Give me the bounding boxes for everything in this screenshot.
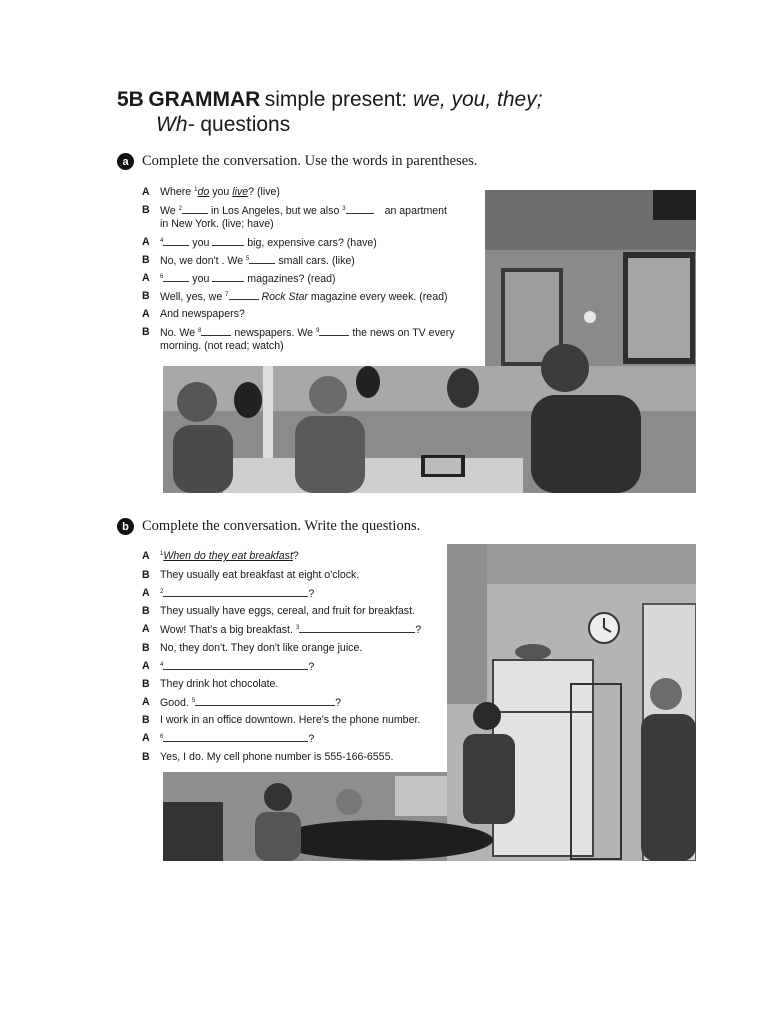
- exercise-b-dialogue: [142, 550, 444, 772]
- answer-blank[interactable]: [249, 254, 275, 264]
- line-a-6: B Well, yes, we $^7$ Rock Star magazine every week. (read): [142, 290, 448, 303]
- line-a-2: B We $^2$ in Los Angeles, but we also $^3$ an apartment: [142, 204, 447, 217]
- answer-blank[interactable]: [163, 272, 189, 282]
- answer-blank[interactable]: [212, 236, 244, 246]
- line-b-6: B No, they don't. They don't like orange juice.: [142, 642, 363, 654]
- line-b-10: B I work in an office downtown. Here's the phone number.: [142, 714, 421, 726]
- line-a-4: B No, we don't . We $^5$ small cars. (like): [142, 254, 355, 267]
- example-answer: When do they eat breakfast: [163, 550, 293, 562]
- exercise-b-instruction: Complete the conversation. Write the questions.: [142, 518, 421, 534]
- answer-blank[interactable]: [299, 623, 415, 633]
- exercise-b-badge: b: [117, 518, 134, 535]
- answer-blank[interactable]: [163, 732, 308, 742]
- exercise-a-dialogue: [142, 186, 477, 362]
- exercise-b-header: [117, 518, 420, 535]
- exercise-a-header: [117, 153, 477, 170]
- line-b-1: A $^1$When do they eat breakfast?: [142, 550, 299, 562]
- line-b-7: A $^4$ ?: [142, 660, 315, 673]
- line-a-1: A Where $^1$do you live? (live): [142, 186, 280, 198]
- line-a-8: B No. We $^8$ newspapers. We $^9$ the news on TV every: [142, 326, 455, 339]
- line-a-7: A And newspapers?: [142, 308, 245, 320]
- answer-blank[interactable]: [212, 272, 244, 282]
- line-b-5: A Wow! That's a big breakfast. $^3$ ?: [142, 623, 422, 636]
- line-a-5: A $^6$ you magazines? (read): [142, 272, 336, 285]
- line-b-11: A $^6$ ?: [142, 732, 315, 745]
- topic-text: simple present:: [264, 88, 413, 111]
- answer-blank[interactable]: [319, 326, 349, 336]
- answer-blank[interactable]: [201, 326, 231, 336]
- exercise-a-badge: a: [117, 153, 134, 170]
- answer-blank[interactable]: [163, 660, 308, 670]
- answer-blank[interactable]: [163, 587, 308, 597]
- line-b-12: B Yes, I do. My cell phone number is 555-166-6555.: [142, 751, 394, 763]
- line-b-9: A Good. $^5$ ?: [142, 696, 342, 709]
- line-b-3: A $^2$ ?: [142, 587, 315, 600]
- line-b-4: B They usually have eggs, cereal, and fruit for breakfast.: [142, 605, 415, 617]
- answer-blank[interactable]: [195, 696, 335, 706]
- topic-pronouns: we, you, they;: [412, 88, 543, 111]
- line-a-2b: in New York. (live; have): [160, 218, 274, 230]
- answer-blank[interactable]: [182, 204, 208, 214]
- line-b-8: B They drink hot chocolate.: [142, 678, 279, 690]
- page-title: [117, 88, 637, 138]
- topic-line-2: Wh- questions: [156, 112, 291, 136]
- line-a-3: A $^4$ you big, expensive cars? (have): [142, 236, 377, 249]
- exercise-a-instruction: Complete the conversation. Use the words in parentheses.: [142, 153, 478, 169]
- line-a-8b: morning. (not read; watch): [160, 340, 284, 352]
- unit-code: 5B: [117, 88, 144, 111]
- answer-blank[interactable]: [229, 290, 259, 300]
- line-b-2: B They usually eat breakfast at eight o'clock.: [142, 569, 360, 581]
- section-label: GRAMMAR: [148, 88, 261, 111]
- answer-blank[interactable]: [346, 204, 374, 214]
- answer-blank[interactable]: [163, 236, 189, 246]
